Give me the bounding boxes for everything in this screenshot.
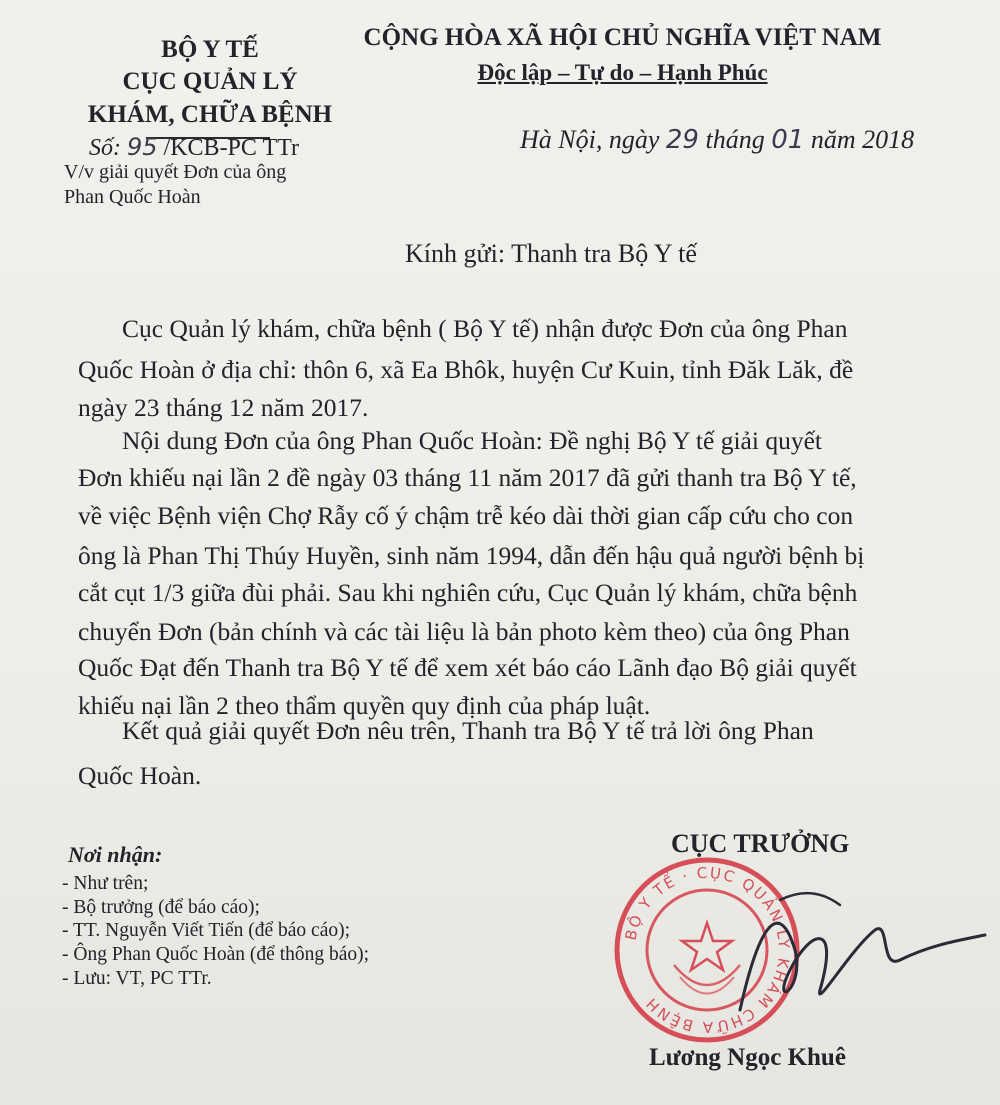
body-p2-line6: chuyển Đơn (bản chính và các tài liệu là bản photo kèm theo) của ông Phan: [78, 617, 850, 646]
body-p2-line2: Đơn khiếu nại lần 2 đề ngày 03 tháng 11 năm 2017 đã gửi thanh tra Bộ Y tế,: [78, 463, 857, 492]
body-p2-line4: ông là Phan Thị Thúy Huyền, sinh năm 1994, dẫn đến hậu quả người bệnh bị: [78, 541, 865, 570]
recipients-list-item: - Ông Phan Quốc Hoàn (để thông báo);: [62, 944, 370, 965]
body-p2-line3: về việc Bệnh viện Chợ Rẫy cố ý chậm trễ kéo dài thời gian cấp cứu cho con: [78, 501, 854, 530]
body-p3-line2: Quốc Hoàn.: [78, 761, 202, 790]
nation-motto: Độc lập – Tự do – Hạnh Phúc: [477, 60, 768, 85]
body-p1-line3: ngày 23 tháng 12 năm 2017.: [78, 393, 369, 422]
department-name-line1: CỤC QUẢN LÝ: [122, 68, 298, 95]
handwritten-signature: [700, 860, 990, 1060]
recipients-list-item: - Như trên;: [62, 873, 149, 894]
ministry-name: BỘ Y TẾ: [161, 36, 259, 63]
body-p1-line1: Cục Quản lý khám, chữa bệnh ( Bộ Y tế) nhận được Đơn của ông Phan: [122, 314, 848, 343]
subject-line1: V/v giải quyết Đơn của ông: [64, 161, 287, 183]
body-p2-line8: khiếu nại lần 2 theo thẩm quyền quy định của pháp luật.: [78, 691, 651, 720]
date-month-handwritten: 01: [771, 125, 805, 155]
recipient-line: Kính gửi: Thanh tra Bộ Y tế: [405, 239, 697, 268]
body-p2-line5: cắt cụt 1/3 giữa đùi phải. Sau khi nghiên cứu, Cục Quản lý khám, chữa bệnh: [78, 578, 858, 607]
doc-number-suffix: /KCB-PC TTr: [163, 135, 299, 161]
recipients-list-item: - Bộ trưởng (để báo cáo);: [62, 897, 260, 918]
date-day-handwritten: 29: [665, 125, 699, 155]
signatory-name: Lương Ngọc Khuê: [649, 1044, 846, 1071]
seal-text: BỘ Y TẾ · CỤC QUẢN LÝ KHÁM CHỮA BỆNH: [621, 863, 794, 1037]
signature-title: CỤC TRƯỞNG: [671, 829, 850, 858]
date-year: năm 2018: [810, 125, 915, 154]
date-place: Hà Nội, ngày: [520, 125, 660, 154]
recipients-list-item: - TT. Nguyễn Viết Tiến (để báo cáo);: [62, 920, 351, 941]
date-line: [520, 125, 914, 155]
body-p2-line1: Nội dung Đơn của ông Phan Quốc Hoàn: Đề nghị Bộ Y tế giải quyết: [122, 426, 822, 455]
recipients-list-title: Nơi nhận:: [68, 842, 163, 867]
body-p3-line1: Kết quả giải quyết Đơn nêu trên, Thanh tra Bộ Y tế trả lời ông Phan: [122, 716, 814, 745]
date-month-label: tháng: [705, 125, 765, 154]
document-number: [89, 133, 299, 162]
nation-title: CỘNG HÒA XÃ HỘI CHỦ NGHĨA VIỆT NAM: [363, 24, 882, 51]
department-name-line2: KHÁM, CHỮA BỆNH: [87, 101, 333, 128]
recipients-list-item: - Lưu: VT, PC TTr.: [62, 968, 212, 989]
doc-number-prefix: Số:: [89, 135, 121, 161]
body-p2-line7: Quốc Đạt đến Thanh tra Bộ Y tế để xem xét báo cáo Lãnh đạo Bộ giải quyết: [78, 653, 857, 682]
body-p1-line2: Quốc Hoàn ở địa chỉ: thôn 6, xã Ea Bhôk, huyện Cư Kuin, tỉnh Đăk Lăk, đề: [78, 355, 854, 384]
doc-number-handwritten: 95: [127, 133, 158, 161]
subject-line2: Phan Quốc Hoàn: [64, 186, 201, 208]
